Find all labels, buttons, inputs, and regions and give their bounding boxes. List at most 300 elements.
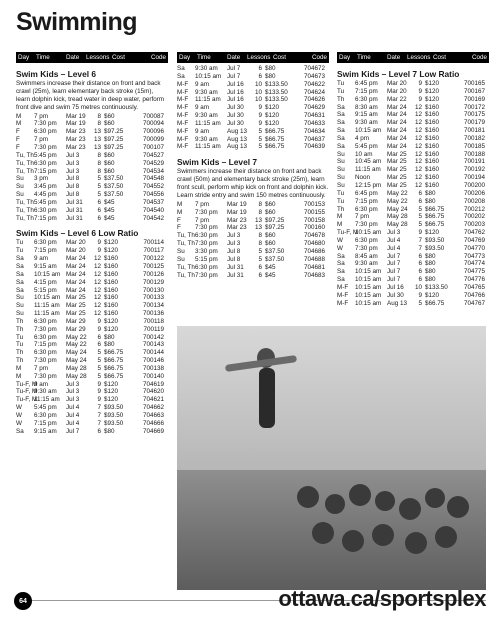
table-row [337, 213, 489, 221]
header-day: Day [18, 54, 30, 61]
table-row [337, 143, 489, 151]
cell-code: 704552 [142, 183, 164, 191]
cell-code: 704769 [463, 236, 485, 244]
cell-time: 7:15 pm [355, 197, 378, 205]
cell-time: 3:30 pm [195, 247, 218, 255]
cell-time: 7:30 pm [34, 144, 57, 151]
cell-date: Mar 24 [387, 127, 407, 135]
cell-day: M-F [177, 135, 189, 143]
cell-day: Su [16, 175, 24, 183]
cell-lessons: 9 [97, 388, 101, 396]
cell-lessons: 10 [255, 88, 263, 96]
cell-lessons: 5 [418, 299, 422, 307]
cell-code: 700202 [463, 213, 485, 221]
cell-code: 700107 [142, 144, 164, 151]
cell-code: 704683 [303, 271, 325, 279]
cell-time: 6:30 pm [34, 239, 57, 247]
cell-cost: $80 [425, 197, 436, 205]
page-title: Swimming [16, 8, 138, 36]
cell-lessons: 12 [415, 127, 423, 135]
cell-cost: $60 [104, 112, 115, 120]
cell-cost: $45 [104, 198, 115, 206]
table-row [337, 166, 489, 174]
cell-code: 704626 [303, 96, 325, 104]
table-row [16, 247, 168, 255]
cell-time: 11:15 am [34, 310, 60, 318]
cell-day: Tu, Th [177, 232, 195, 240]
cell-day: Su [16, 302, 24, 310]
cell-lessons: 5 [97, 364, 101, 372]
cell-code: 700146 [142, 357, 164, 365]
cell-cost: $80 [425, 268, 436, 276]
cell-lessons: 6 [418, 268, 422, 276]
cell-lessons: 12 [415, 158, 423, 166]
cell-lessons: 12 [94, 262, 102, 270]
cell-time: 9:30 am [355, 119, 378, 127]
group-head [399, 498, 421, 520]
cell-lessons: 9 [97, 239, 101, 247]
cell-day: Sa [337, 142, 345, 150]
cell-code: 704624 [303, 88, 325, 96]
swimmers-photo [177, 326, 486, 590]
header-cost: Cost [273, 54, 286, 61]
cell-date: Jul 3 [66, 167, 80, 175]
cell-day: M-F [177, 104, 189, 112]
cell-date: Jul 4 [66, 412, 80, 419]
group-head [435, 526, 457, 548]
cell-lessons: 8 [97, 120, 101, 128]
cell-day: F [16, 128, 20, 136]
cell-time: 10:15 am [355, 283, 382, 291]
cell-code: 704548 [142, 175, 164, 183]
cell-date: Jul 3 [66, 151, 80, 159]
cell-lessons: 9 [97, 247, 101, 255]
cell-lessons: 9 [97, 325, 101, 333]
cell-cost: $60 [104, 159, 115, 167]
cell-date: Jul 30 [227, 104, 244, 112]
cell-cost: $66.75 [425, 299, 445, 307]
cell-time: 9:15 am [34, 262, 57, 270]
schedule-column-1 [16, 52, 168, 436]
table-row [177, 201, 329, 209]
cell-date: May 22 [66, 333, 87, 341]
cell-day: F [16, 144, 20, 151]
cell-lessons: 12 [415, 181, 423, 189]
cell-time: 3:45 pm [34, 183, 57, 191]
cell-code: 700144 [142, 349, 164, 357]
cell-cost: $93.50 [104, 419, 124, 427]
cell-time: 6:30 pm [34, 128, 57, 136]
cell-time: 11:15 am [34, 302, 60, 310]
table-row [337, 182, 489, 190]
page-number: 64 [14, 592, 32, 610]
cell-lessons: 8 [97, 151, 101, 159]
cell-date: Mar 25 [66, 310, 86, 318]
cell-code: 700158 [303, 216, 325, 224]
cell-lessons: 6 [97, 427, 101, 435]
header-lessons: Lessons [407, 54, 431, 61]
cell-day: Tu [337, 197, 345, 205]
cell-code: 704680 [303, 240, 325, 248]
cell-time: 10:15 am [34, 270, 61, 278]
cell-time: 9:30 am [355, 260, 378, 268]
cell-time: Noon [355, 174, 371, 182]
cell-code: 700155 [303, 208, 325, 216]
cell-code: 700094 [142, 120, 164, 128]
table-row [337, 80, 489, 88]
table-row [337, 119, 489, 127]
cell-cost: $97.25 [104, 144, 124, 151]
cell-code: 700099 [142, 136, 164, 144]
table-row [16, 357, 168, 365]
group-head [349, 484, 371, 506]
cell-time: 9 am [195, 127, 209, 135]
cell-code: 700125 [142, 262, 164, 270]
cell-code: 700153 [303, 200, 325, 208]
cell-lessons: 6 [97, 214, 101, 222]
cell-day: W [16, 404, 22, 412]
table-row [177, 217, 329, 225]
table-row [16, 160, 168, 168]
cell-code: 704529 [142, 159, 164, 167]
cell-cost: $120 [104, 317, 119, 325]
cell-cost: $80 [104, 333, 115, 341]
cell-lessons: 12 [415, 103, 423, 111]
cell-cost: $60 [265, 232, 276, 240]
cell-code: 700203 [463, 221, 485, 229]
table-row [177, 65, 329, 73]
cell-code: 704770 [463, 244, 485, 252]
cell-time: 10:15 am [355, 268, 382, 276]
cell-date: Mar 23 [227, 224, 247, 232]
cell-time: 7:15 pm [355, 87, 378, 95]
cell-date: Jul 31 [66, 198, 83, 206]
cell-day: M [16, 120, 22, 128]
cell-code: 700212 [463, 205, 485, 213]
cell-time: 4:15 pm [34, 278, 57, 286]
cell-code: 704762 [463, 229, 485, 237]
cell-cost: $66.75 [104, 364, 124, 372]
cell-date: Mar 29 [66, 317, 86, 325]
cell-date: Jul 4 [387, 236, 401, 244]
table-row [337, 151, 489, 159]
cell-code: 704773 [463, 252, 485, 260]
cell-day: Sa [16, 255, 24, 263]
cell-date: Jul 16 [227, 88, 244, 96]
cell-lessons: 5 [97, 175, 101, 183]
cell-day: M-F [177, 143, 189, 151]
table-row [337, 127, 489, 135]
table-row [177, 256, 329, 264]
cell-lessons: 6 [418, 260, 422, 268]
cell-code: 700117 [143, 247, 164, 255]
cell-day: Tu-F, M [337, 229, 359, 237]
cell-code: 704631 [303, 112, 325, 120]
cell-cost: $160 [425, 111, 440, 119]
table-row [337, 300, 489, 308]
cell-lessons: 6 [418, 276, 422, 284]
table-row [337, 190, 489, 198]
cell-lessons: 12 [94, 278, 102, 286]
cell-date: Jul 8 [66, 175, 80, 183]
cell-code: 700165 [463, 80, 485, 87]
cell-lessons: 5 [258, 247, 262, 255]
cell-cost: $160 [425, 174, 440, 182]
cell-lessons: 12 [415, 142, 423, 150]
cell-lessons: 7 [97, 404, 101, 412]
cell-lessons: 5 [258, 135, 262, 143]
cell-date: Jul 7 [227, 72, 241, 80]
table-row [16, 215, 168, 223]
cell-time: 9:30 am [34, 388, 57, 396]
cell-day: M-F [337, 291, 349, 299]
cell-time: 9 am [34, 380, 48, 388]
cell-time: 5:45 pm [355, 142, 378, 150]
cell-code: 700129 [142, 278, 164, 286]
header-date: Date [387, 54, 401, 61]
table-row [337, 135, 489, 143]
table-row [16, 373, 168, 381]
cell-code: 704537 [142, 198, 164, 206]
cell-lessons: 12 [94, 302, 102, 310]
cell-time: 10:45 am [355, 158, 382, 166]
table-row [16, 120, 168, 128]
cell-day: Sa [177, 72, 185, 80]
cell-day: Sa [16, 262, 24, 270]
cell-time: 6:30 pm [34, 333, 57, 341]
cell-date: Jul 3 [387, 229, 401, 237]
table-row [177, 136, 329, 144]
cell-cost: $45 [265, 271, 276, 279]
section-title: Swim Kids – Level 6 [16, 69, 97, 79]
cell-code: 704619 [142, 380, 164, 388]
cell-date: Mar 24 [387, 119, 407, 127]
cell-day: Tu [16, 239, 24, 247]
cell-time: 6:30 pm [195, 232, 218, 240]
cell-day: M-F [177, 80, 189, 88]
cell-cost: $120 [425, 87, 440, 95]
cell-cost: $80 [425, 276, 436, 284]
cell-cost: $66.75 [265, 135, 285, 143]
cell-cost: $160 [425, 150, 440, 158]
cell-cost: $60 [265, 200, 276, 208]
cell-code: 704534 [142, 167, 164, 175]
cell-code: 704633 [303, 119, 325, 127]
cell-date: Mar 24 [387, 134, 407, 142]
cell-time: 7 pm [195, 216, 209, 224]
cell-code: 704556 [142, 191, 164, 199]
table-row [16, 152, 168, 160]
cell-cost: $133.50 [265, 80, 288, 88]
cell-day: W [337, 236, 343, 244]
cell-lessons: 9 [97, 396, 101, 404]
cell-lessons: 6 [258, 72, 262, 80]
cell-lessons: 5 [97, 349, 101, 357]
table-row [16, 175, 168, 183]
cell-date: Mar 20 [387, 80, 407, 87]
section-title: Swim Kids – Level 6 Low Ratio [16, 228, 139, 239]
table-row [337, 158, 489, 166]
cell-lessons: 6 [418, 189, 422, 197]
header-date: Date [66, 54, 80, 61]
cell-code: 700185 [463, 142, 485, 150]
table-row [16, 396, 168, 404]
cell-day: Su [16, 294, 24, 302]
cell-date: Mar 20 [66, 247, 86, 255]
header-date: Date [227, 54, 241, 61]
table-row [16, 191, 168, 199]
cell-code: 704622 [303, 80, 325, 88]
group-head [405, 532, 427, 554]
cell-code: 704666 [142, 419, 164, 427]
cell-code: 700119 [143, 325, 164, 333]
group-head [297, 486, 319, 508]
cell-cost: $60 [265, 208, 276, 216]
cell-cost: $97.25 [265, 216, 285, 224]
cell-date: Mar 19 [66, 112, 86, 120]
cell-date: Jul 3 [227, 240, 241, 248]
cell-date: Mar 25 [387, 174, 407, 182]
cell-cost: $120 [265, 112, 280, 120]
cell-date: Mar 29 [66, 325, 86, 333]
table-row [177, 240, 329, 248]
footer-url: ottawa.ca/sportsplex [278, 586, 486, 611]
cell-code: 700122 [142, 255, 164, 263]
cell-day: Tu [337, 189, 345, 197]
cell-code: 704672 [303, 65, 325, 72]
cell-date: Jul 4 [66, 404, 80, 412]
cell-lessons: 10 [255, 80, 263, 88]
table-row [177, 248, 329, 256]
cell-time: 11:15 am [195, 143, 221, 151]
cell-date: Jul 16 [227, 96, 244, 104]
cell-code: 700133 [142, 294, 164, 302]
cell-date: Jul 7 [387, 260, 401, 268]
cell-lessons: 8 [258, 240, 262, 248]
table-row [16, 271, 168, 279]
table-row [16, 136, 168, 144]
cell-cost: $37.50 [104, 183, 124, 191]
cell-cost: $120 [104, 396, 119, 404]
cell-day: Su [337, 166, 345, 174]
cell-time: 9:15 am [355, 111, 378, 119]
cell-cost: $45 [104, 214, 115, 222]
cell-code: 704662 [142, 404, 164, 412]
cell-time: 7:30 pm [195, 208, 218, 216]
cell-code: 700143 [142, 341, 164, 349]
cell-day: W [16, 412, 22, 419]
cell-day: Tu, Th [177, 271, 195, 279]
cell-date: May 22 [387, 197, 408, 205]
cell-time: 5:45 pm [34, 198, 57, 206]
cell-cost: $60 [104, 151, 115, 159]
cell-lessons: 8 [258, 200, 262, 208]
cell-date: May 22 [387, 189, 408, 197]
cell-day: Th [16, 317, 24, 325]
cell-time: 7:30 pm [34, 372, 57, 380]
cell-code: 700126 [142, 270, 164, 278]
cell-date: Jul 3 [66, 159, 80, 167]
cell-cost: $80 [425, 260, 436, 268]
cell-day: M-F [177, 112, 189, 120]
cell-lessons: 5 [97, 191, 101, 199]
cell-cost: $133.50 [265, 96, 288, 104]
cell-day: Sa [337, 134, 345, 142]
cell-code: 700206 [463, 189, 485, 197]
cell-day: M-F [177, 88, 189, 96]
cell-lessons: 8 [258, 208, 262, 216]
cell-lessons: 9 [258, 104, 262, 112]
cell-cost: $66.75 [104, 357, 124, 365]
cell-date: Aug 13 [227, 127, 247, 135]
table-row [177, 104, 329, 112]
table-row [16, 183, 168, 191]
cell-day: Sa [337, 119, 345, 127]
cell-time: 7 pm [34, 136, 48, 144]
table-row [16, 239, 168, 247]
cell-day: Tu, Th [177, 240, 195, 248]
cell-lessons: 5 [97, 183, 101, 191]
cell-time: 9:30 am [195, 135, 218, 143]
table-row [337, 96, 489, 104]
cell-code: 704678 [303, 232, 325, 240]
cell-time: 7:30 pm [355, 244, 378, 252]
cell-lessons: 12 [94, 294, 102, 302]
header-code: Code [311, 54, 327, 61]
cell-date: Jul 7 [387, 276, 401, 284]
table-row [177, 73, 329, 81]
cell-lessons: 7 [418, 236, 422, 244]
cell-cost: $93.50 [425, 244, 445, 252]
header-code: Code [471, 54, 487, 61]
cell-code: 700160 [303, 224, 325, 232]
cell-cost: $120 [104, 239, 119, 247]
cell-cost: $160 [425, 127, 440, 135]
cell-time: 7:30 pm [195, 271, 218, 279]
cell-code: 704527 [142, 151, 164, 159]
cell-date: Mar 23 [66, 136, 86, 144]
cell-lessons: 13 [255, 224, 263, 232]
cell-code: 704634 [303, 127, 325, 135]
cell-lessons: 9 [258, 119, 262, 127]
section-title: Swim Kids – Level 7 [177, 157, 258, 168]
cell-day: F [16, 136, 20, 144]
cell-lessons: 12 [415, 111, 423, 119]
cell-lessons: 7 [97, 412, 101, 419]
cell-day: M [177, 208, 183, 216]
cell-code: 700114 [143, 239, 164, 247]
cell-day: Tu, Th [177, 263, 195, 271]
cell-date: Jul 7 [387, 252, 401, 260]
table-row [16, 318, 168, 326]
cell-day: Tu-F, M [16, 396, 38, 404]
cell-time: 6:30 pm [34, 159, 57, 167]
cell-date: Jul 7 [387, 268, 401, 276]
cell-cost: $120 [104, 388, 119, 396]
cell-day: Tu [337, 87, 345, 95]
cell-date: Mar 24 [387, 103, 407, 111]
cell-date: Mar 25 [387, 158, 407, 166]
cell-time: 6:30 pm [34, 206, 57, 214]
cell-date: Aug 13 [387, 299, 407, 307]
cell-code: 704620 [142, 388, 164, 396]
cell-lessons: 6 [258, 271, 262, 279]
cell-lessons: 5 [97, 372, 101, 380]
table-row [16, 341, 168, 349]
cell-day: M [16, 372, 22, 380]
cell-code: 704639 [303, 143, 325, 151]
group-head [312, 522, 334, 544]
